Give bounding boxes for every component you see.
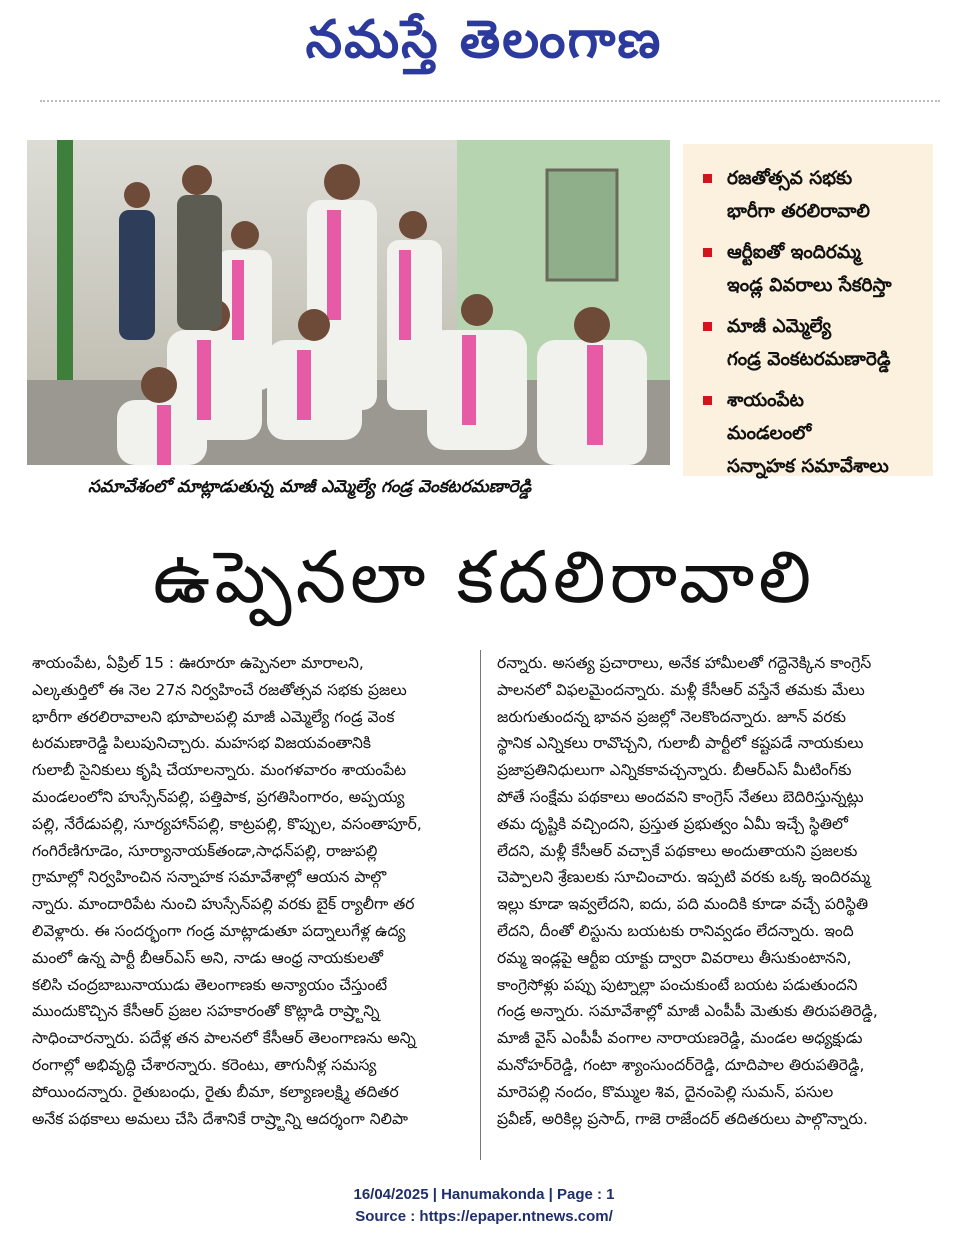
article-line: కలిసి చంద్రబాబునాయుడు తెలంగాణకు అన్యాయం చేస్తుంటే: [32, 975, 388, 994]
article-line: ప్రజాప్రతినిధులుగా ఎన్నికకావచ్చన్నారు. బీఆర్‌ఎస్ మీటింగ్‌కు: [497, 761, 852, 780]
article-line: పాలనలో విఫలమైందన్నారు. మళ్లీ కేసీఆర్ వస్తేనే తమకు మేలు: [497, 680, 865, 699]
article-line: భారీగా తరలిరావాలని భూపాలపల్లి మాజీ ఎమ్మెల్యే గండ్ర వెంక: [32, 707, 395, 726]
article-line: ప్రవీణ్, అరికిల్ల ప్రసాద్, గాజె రాజేందర్ తదితరులు పాల్గొన్నారు.: [497, 1109, 868, 1128]
article-line: మాజీ వైస్ ఎంపీపీ వంగాల నారాయణరెడ్డి, మండల అధ్యక్షుడు: [497, 1029, 863, 1048]
bullet-square-icon: [703, 396, 712, 405]
masthead-title: నమస్తే తెలంగాణ: [305, 10, 663, 70]
article-line: అనేక పథకాలు అమలు చేసి దేశానికే రాష్ర్టాన్ని ఆదర్శంగా నిలిపా: [32, 1109, 408, 1128]
article-column-right: [497, 650, 937, 1132]
article-line: తమ దృష్టికి వచ్చిందని, ప్రస్తుత ప్రభుత్వం ఏమీ ఇచ్చే స్థితిలో: [497, 814, 848, 833]
article-line: స్థానిక ఎన్నికలు రావొచ్చని, గులాబీ పార్టీలో కష్టపడే నాయకులు: [497, 734, 864, 753]
article-line: పోయిందన్నారు. రైతుబంధు, రైతు బీమా, కల్యాణలక్ష్మి తదితర: [32, 1082, 399, 1101]
article-line: గంగిరేణిగూడెం, సూర్యానాయక్‌తండా,సాధన్‌పల్లి, రాజుపల్లి: [32, 841, 378, 860]
article-line: గులాబీ సైనికులు కృషి చేయాలన్నారు. మంగళవారం శాయంపేట: [32, 761, 407, 780]
article-line: రమ్మ ఇండ్లపై ఆర్టీఐ యాక్టు ద్వారా వివరాలు తీసుకుంటానని,: [497, 948, 852, 967]
news-photo: [27, 140, 670, 465]
article-line: రంగాల్లో అభివృద్ధి చేశారన్నారు. కరెంటు, తాగునీళ్ల సమస్య: [32, 1055, 377, 1074]
highlight-line: సన్నాహక సమావేశాలు: [727, 456, 889, 477]
article-line: న్నారు. మాందారిపేట నుంచి హుస్సేన్‌పల్లి వరకు బైక్ ర్యాలీగా తర: [32, 895, 415, 914]
highlight-item: [703, 310, 925, 376]
article-line: ఎల్కతుర్తిలో ఈ నెల 27న నిర్వహించే రజతోత్సవ సభకు ప్రజలు: [32, 680, 407, 699]
article-line: గండ్ర అన్నారు. సమావేశాల్లో మాజీ ఎంపీపీ మెతుకు తిరుపతిరెడ్డి,: [497, 1002, 878, 1021]
highlight-item: [703, 384, 925, 483]
article-line: మారెపల్లి నందం, కొమ్ముల శివ, దైనంపెల్లి సుమన్, పసుల: [497, 1082, 834, 1101]
article-column-left: [32, 650, 481, 1160]
article-line: పోతే సంక్షేమ పథకాలు అందవని కాంగ్రెస్ నేతలు బెదిరిస్తున్నట్లు: [497, 787, 864, 806]
article-line: లేదని, మళ్లీ కేసీఆర్ వచ్చాకే పథకాలు అందుతాయని ప్రజలకు: [497, 841, 858, 860]
article-line: శాయంపేట, ఏప్రిల్ 15 : ఊరూరూ ఉప్పెనలా మారాలని,: [32, 654, 364, 672]
article-line: మంలో ఉన్న పార్టీ బీఆర్‌ఎస్ అని, నాడు ఆంధ్ర నాయకులతో: [32, 948, 384, 967]
article-line: చెప్పాలని శ్రేణులకు సూచించారు. ఇప్పటి వరకు ఒక్క ఇందిరమ్మ: [497, 868, 871, 887]
article-line: పల్లి, నేరేడుపల్లి, సూర్యహాన్‌పల్లి, కాట్రపల్లి, కొప్పుల, వసంతాపూర్,: [32, 814, 422, 833]
highlight-line: రజతోత్సవ సభకు: [727, 168, 853, 189]
article-line: ముందుకొచ్చిన కేసీఆర్ ప్రజల సహకారంతో కొట్లాడి రాష్ర్టాన్ని: [32, 1002, 380, 1021]
article-line: కాంగ్రెసోళ్లు పప్పు పుట్నాల్లా పంచుకుంటే బయట పడుతుందని: [497, 975, 858, 994]
highlights-box: [683, 144, 933, 476]
article-headline: ఉప్పెనలా కదలిరావాలి: [152, 535, 816, 619]
article-line: సాధించారన్నారు. పదేళ్ల తన పాలనలో కేసీఆర్ తెలంగాణను అన్ని: [32, 1029, 416, 1048]
highlight-line: మాజీ ఎమ్మెల్యే: [727, 316, 832, 337]
bullet-square-icon: [703, 174, 712, 183]
article-line: జరుగుతుందన్న భావన ప్రజల్లో నెలకొందన్నారు. జూన్ వరకు: [497, 707, 847, 726]
highlight-item: [703, 236, 925, 302]
article-line: లివెళ్లారు. ఈ సందర్భంగా గండ్ర మాట్లాడుతూ పద్నాలుగేళ్ల ఉద్య: [32, 921, 406, 940]
article-line: గ్రామాల్లో నిర్వహించిన సన్నాహక సమావేశాల్లో ఆయన పాల్గొ: [32, 868, 387, 887]
article-line: టరమణారెడ్డి పిలుపునిచ్చారు. మహసభ విజయవంతానికి: [32, 734, 371, 753]
highlight-line: ఇండ్ల వివరాలు సేకరిస్తా: [727, 275, 892, 296]
bullet-square-icon: [703, 248, 712, 257]
footer-source: Source : https://epaper.ntnews.com/: [355, 1208, 613, 1225]
article-line: ఇల్లు కూడా ఇవ్వలేదని, ఐదు, పది మందికి కూడా వచ్చే పరిస్థితి: [497, 895, 869, 914]
article-line: మండలంలోని హుస్సేన్‌పల్లి, పత్తిపాక, ప్రగతిసింగారం, అప్పయ్య: [32, 787, 405, 806]
bullet-square-icon: [703, 322, 712, 331]
photo-caption: సమావేశంలో మాట్లాడుతున్న మాజీ ఎమ్మెల్యే గండ్ర వెంకటరమణారెడ్డి: [88, 477, 532, 497]
highlight-line: మండలంలో: [727, 423, 812, 444]
article-line: లేదని, దీంతో లిస్టును బయటకు రానివ్వడం లేదన్నారు. ఇంది: [497, 921, 854, 940]
footer-date-edition: 16/04/2025 | Hanumakonda | Page : 1: [353, 1186, 615, 1203]
highlight-line: భారీగా తరలిరావాలి: [727, 201, 870, 222]
article-line: రన్నారు. అసత్య ప్రచారాలు, అనేక హామీలతో గద్దెనెక్కిన కాంగ్రెస్: [497, 654, 872, 672]
article-line: మనోహర్‌రెడ్డి, గంటా శ్యాంసుందర్‌రెడ్డి, దూదిపాల తిరుపతిరెడ్డి,: [497, 1055, 865, 1074]
highlight-line: గండ్ర వెంకటరమణారెడ్డి: [727, 349, 891, 370]
highlight-line: శాయంపేట: [727, 390, 804, 411]
highlight-line: ఆర్టీఐతో ఇందిరమ్మ: [727, 242, 861, 263]
masthead-divider: [40, 100, 940, 104]
highlight-item: [703, 162, 925, 228]
